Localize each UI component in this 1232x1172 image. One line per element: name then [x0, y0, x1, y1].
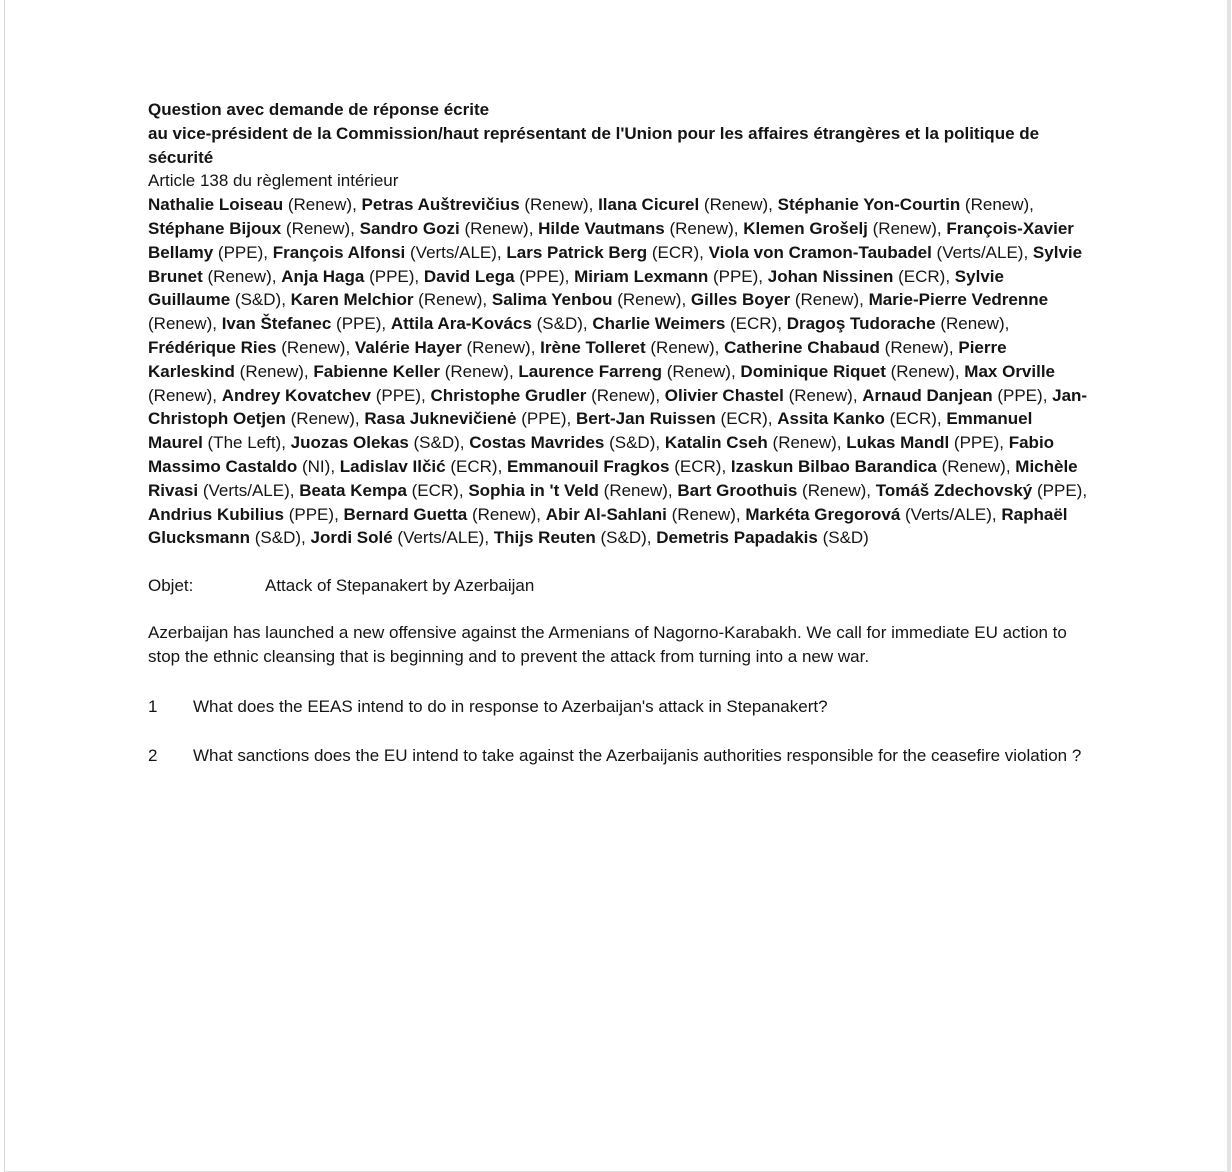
question-text: What does the EEAS intend to do in response to Azerbaijan's attack in Stepanakert? — [193, 696, 828, 716]
signatory: Attila Ara-Kovács (S&D) — [390, 314, 583, 334]
question-text: What sanctions does the EU intend to take against the Azerbaijanis authorities responsible for the ceasefire violation ? — [193, 746, 1082, 766]
signatory: Assita Kanko (ECR) — [777, 409, 937, 429]
subject-label: Objet: — [148, 576, 194, 596]
signatory: Frédérique Ries (Renew) — [148, 337, 346, 357]
signatory: Jordi Solé (Verts/ALE) — [310, 528, 485, 548]
signatory: Markéta Gregorová (Verts/ALE) — [745, 504, 992, 524]
signatory: Valérie Hayer (Renew) — [354, 337, 531, 357]
rule-article-line: Article 138 du règlement intérieur — [148, 171, 399, 191]
signatory: Ivan Štefanec (PPE) — [221, 314, 382, 334]
signatory: Katalin Cseh (Renew) — [664, 433, 837, 453]
signatory: Dragoş Tudorache (Renew) — [786, 314, 1005, 334]
document-content — [148, 98, 1088, 768]
signatory: Viola von Cramon-Taubadel (Verts/ALE) — [708, 242, 1024, 262]
signatory: Johan Nissinen (ECR) — [767, 266, 946, 286]
document-title-line1: Question avec demande de réponse écrite — [148, 100, 490, 119]
signatory: Arnaud Danjean (PPE) — [862, 385, 1043, 405]
signatory: Anja Haga (PPE) — [281, 266, 415, 286]
signatory: Costas Mavrides (S&D) — [469, 433, 656, 453]
signatory: Christophe Grudler (Renew) — [430, 385, 656, 405]
signatory: Andrius Kubilius (PPE) — [148, 504, 335, 524]
signatory: Emmanuel Maurel (The Left) — [148, 409, 1033, 453]
signatory: Juozas Olekas (S&D) — [290, 433, 460, 453]
signatory: Emmanouil Fragkos (ECR) — [507, 456, 722, 476]
signatory: Abir Al-Sahlani (Renew) — [545, 504, 736, 524]
question-item — [148, 744, 1088, 768]
signatory: Catherine Chabaud (Renew) — [724, 337, 949, 357]
signatory: Pierre Karleskind (Renew) — [148, 337, 1007, 381]
signatories-paragraph: Nathalie Loiseau (Renew), Petras Auštrevičius (Renew), Ilana Cicurel (Renew), Stéphanie Yon-Courtin (Renew), Stéphane Bijoux (Renew), Sandro Gozi (Renew), Hilde Vautmans (Renew), Klemen Grošelj (Renew), François-Xavier Bellamy (PPE), François Alfonsi (Verts/ALE), Lars Patrick Berg (ECR), Viola von Cramon-Taubadel (Verts/ALE), Sylvie Brunet (Renew), Anja Haga (PPE), David Lega (PPE), Miriam Lexmann (PPE), Johan Nissinen (ECR), Sylvie Guillaume (S&D), Karen Melchior (Renew), Salima Yenbou (Renew), Gilles Boyer (Renew), Marie-Pierre Vedrenne (Renew), Ivan Štefanec (PPE), Attila Ara-Kovács (S&D), Charlie Weimers (ECR), Dragoş Tudorache (Renew), Frédérique Ries (Renew), Valérie Hayer (Renew), Irène Tolleret (Renew), Catherine Chabaud (Renew), Pierre Karleskind (Renew), Fabienne Keller (Renew), Laurence Farreng (Renew), Dominique Riquet (Renew), Max Orville (Renew), Andrey Kovatchev (PPE), Christophe Grudler (Renew), Olivier Chastel (Renew), Arnaud Danjean (PPE), Jan-Christoph Oetjen (Renew), Rasa Juknevičienė (PPE), Bert-Jan Ruissen (ECR), Assita Kanko (ECR), Emmanuel Maurel (The Left), Juozas Olekas (S&D), Costas Mavrides (S&D), Katalin Cseh (Renew), Lukas Mandl (PPE), Fabio Massimo Castaldo (NI), Ladislav Ilčić (ECR), Emmanouil Fragkos (ECR), Izaskun Bilbao Barandica (Renew), Michèle Rivasi (Verts/ALE), Beata Kempa (ECR), Sophia in 't Veld (Renew), Bart Groothuis (Renew), Tomáš Zdechovský (PPE), Andrius Kubilius (PPE), Bernard Guetta (Renew), Abir Al-Sahlani (Renew), Markéta Gregorová (Verts/ALE), Raphaël Glucksmann (S&D), Jordi Solé (Verts/ALE), Thijs Reuten (S&D), Demetris Papadakis (S&D) — [148, 195, 1088, 548]
signatory: Max Orville (Renew) — [148, 361, 1056, 405]
signatory: Beata Kempa (ECR) — [299, 480, 459, 500]
signatory: Olivier Chastel (Renew) — [664, 385, 853, 405]
signatory: Thijs Reuten (S&D) — [493, 528, 647, 548]
signatory: Marie-Pierre Vedrenne (Renew) — [148, 290, 1049, 334]
signatory: Salima Yenbou (Renew) — [491, 290, 682, 310]
signatory: François-Xavier Bellamy (PPE) — [148, 218, 1074, 262]
page-left-edge — [4, 0, 5, 1172]
signatory: Stéphanie Yon-Courtin (Renew) — [777, 195, 1030, 215]
signatory: Tomáš Zdechovský (PPE) — [875, 480, 1083, 500]
body-paragraph: Azerbaijan has launched a new offensive against the Armenians of Nagorno-Karabakh. We call for immediate EU action to stop the ethnic cleansing that is beginning and to prevent the attack from turning into a new war. — [148, 622, 1067, 666]
signatory: Irène Tolleret (Renew) — [540, 337, 715, 357]
signatory: Klemen Grošelj (Renew) — [743, 218, 937, 238]
signatory: Raphaël Glucksmann (S&D) — [148, 504, 1068, 548]
signatory: Lukas Mandl (PPE) — [846, 433, 1000, 453]
signatory: Demetris Papadakis (S&D) — [656, 528, 869, 548]
subject-row — [148, 574, 1088, 598]
signatory: Sylvie Brunet (Renew) — [148, 242, 1083, 286]
signatory: Fabio Massimo Castaldo (NI) — [148, 433, 1055, 476]
signatory: David Lega (PPE) — [423, 266, 565, 286]
question-number: 2 — [148, 746, 158, 766]
signatory: Karen Melchior (Renew) — [290, 290, 483, 310]
signatory: Bart Groothuis (Renew) — [677, 480, 867, 500]
document-title-line2: au vice-président de la Commission/haut représentant de l'Union pour les affaires étrangères et la politique de sécurité — [148, 123, 1040, 167]
signatory: Stéphane Bijoux (Renew) — [148, 218, 351, 238]
signatory: Hilde Vautmans (Renew) — [538, 218, 734, 238]
signatory: Jan-Christoph Oetjen (Renew) — [148, 385, 1088, 429]
signatory: Rasa Juknevičienė (PPE) — [364, 409, 567, 429]
subject-value: Attack of Stepanakert by Azerbaijan — [265, 576, 535, 596]
signatory: François Alfonsi (Verts/ALE) — [272, 242, 497, 262]
question-number: 1 — [148, 696, 158, 716]
signatory: Lars Patrick Berg (ECR) — [506, 242, 700, 262]
signatory: Miriam Lexmann (PPE) — [574, 266, 759, 286]
signatory: Fabienne Keller (Renew) — [313, 361, 509, 381]
signatory: Izaskun Bilbao Barandica (Renew) — [730, 456, 1006, 476]
signatory: Sandro Gozi (Renew) — [359, 218, 529, 238]
question-item — [148, 695, 1088, 719]
signatory: Ilana Cicurel (Renew) — [598, 195, 769, 215]
signatory: Dominique Riquet (Renew) — [740, 361, 955, 381]
signatory: Nathalie Loiseau (Renew) — [148, 195, 353, 215]
signatory: Bernard Guetta (Renew) — [343, 504, 537, 524]
signatory: Laurence Farreng (Renew) — [518, 361, 731, 381]
signatory: Gilles Boyer (Renew) — [690, 290, 860, 310]
signatory: Sophia in 't Veld (Renew) — [468, 480, 668, 500]
signatory: Andrey Kovatchev (PPE) — [221, 385, 422, 405]
page-right-edge — [1227, 0, 1231, 1172]
signatory: Petras Auštrevičius (Renew) — [361, 195, 589, 215]
signatory: Michèle Rivasi (Verts/ALE) — [148, 456, 1078, 500]
signatory: Charlie Weimers (ECR) — [592, 314, 778, 334]
signatory: Ladislav Ilčić (ECR) — [339, 456, 498, 476]
signatory: Sylvie Guillaume (S&D) — [148, 266, 1004, 310]
signatory: Bert-Jan Ruissen (ECR) — [576, 409, 768, 429]
